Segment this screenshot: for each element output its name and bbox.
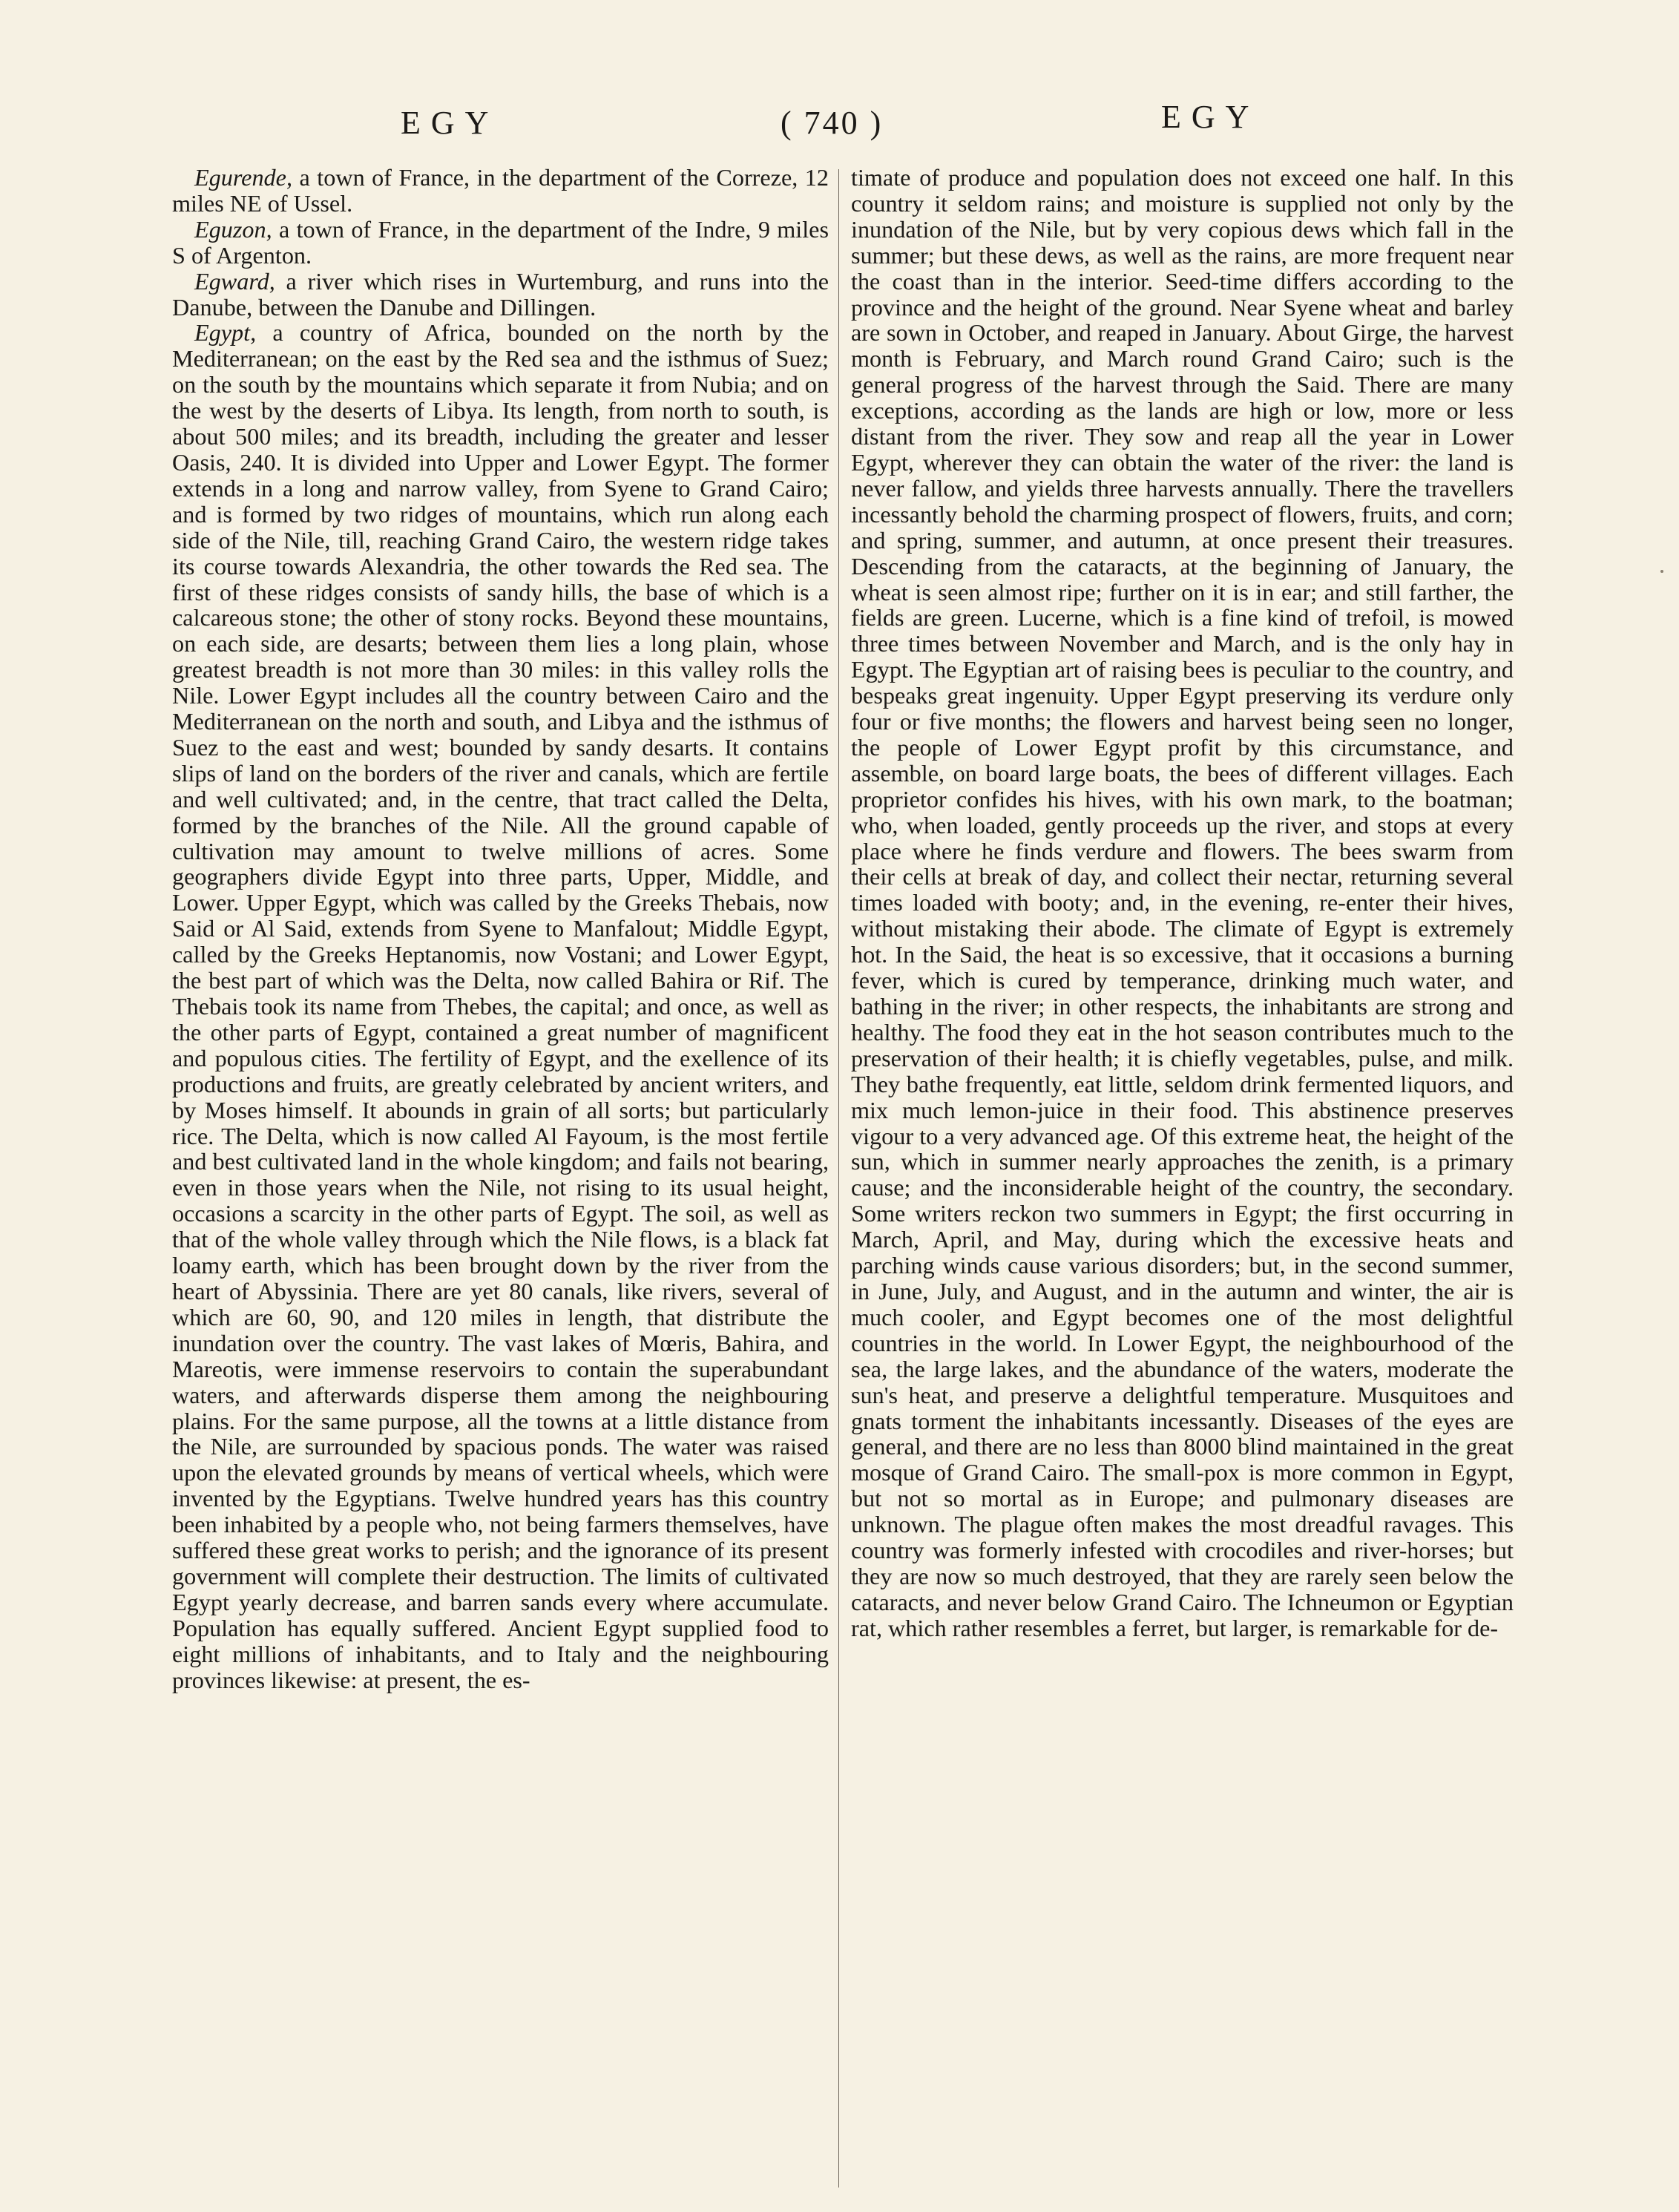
left-column [172,165,829,1693]
entry-text: timate of produce and population does not exceed one half. In this country it seldom rains; and moisture is supplied not only by the inundation of the Nile, but by very copious dews which fall in the summer; but these dews, as well as the rains, are more frequent near the coast than in the interior. Seed-time differs according to the province and the height of the ground. Near Syene wheat and barley are sown in October, and reaped in January. About Girge, the harvest month is February, and March round Grand Cairo; such is the general progress of the harvest through the Said. There are many exceptions, according as the lands are high or low, more or less distant from the river. They sow and reap all the year in Lower Egypt, wherever they can obtain the water of the river: the land is never fallow, and yields three harvests annually. There the travellers incessantly behold the charming prospect of flowers, fruits, and corn; and spring, summer, and autumn, at once present their treasures. Descending from the cataracts, at the beginning of January, the wheat is seen almost ripe; further on it is in ear; and still farther, the fields are green. Lucerne, which is a fine kind of trefoil, is mowed three times between November and March, and is the only hay in Egypt. The Egyptian art of raising bees is peculiar to the country, and bespeaks great ingenuity. Upper Egypt preserving its verdure only four or five months; the flowers and harvest being seen no longer, the people of Lower Egypt profit by this circumstance, and assemble, on board large boats, the bees of different villages. Each proprietor confides his hives, with his own mark, to the boatman; who, when loaded, gently proceeds up the river, and stops at every place where he finds verdure and flowers. The bees swarm from their cells at break of day, and collect their nectar, returning several times loaded with booty; and, in the evening, re-enter their hives, without mistaking their abode. The climate of Egypt is extremely hot. In the Said, the heat is so excessive, that it occasions a burning fever, which is cured by temperance, drinking much water, and bathing in the river; in other respects, the inhabitants are strong and healthy. The food they eat in the hot season contributes much to the preservation of their health; it is chiefly vegetables, pulse, and milk. They bathe frequently, eat little, seldom drink fermented liquors, and mix much lemon-juice in their food. This abstinence preserves vigour to a very advanced age. Of this extreme heat, the height of the sun, which in summer nearly approaches the zenith, is a primary cause; and the inconsiderable height of the country, the secondary. Some writers reckon two summers in Egypt; the first occurring in March, April, and May, during which the excessive heats and parching winds cause various disorders; but, in the second summer, in June, July, and August, and in the autumn and winter, the air is much cooler, and Egypt becomes one of the most delightful countries in the world. In Lower Egypt, the neighbourhood of the sea, the large lakes, and the abundance of the waters, moderate the sun's heat, and preserve a delightful temperature. Musquitoes and gnats torment the inhabitants incessantly. Diseases of the eyes are general, and there are no less than 8000 blind maintained in the great mosque of Grand Cairo. The small-pox is more common in Egypt, but not so mortal as in Europe; and pulmonary diseases are unknown. The plague often makes the most dreadful ravages. This country was formerly infested with crocodiles and river-horses; but they are now so much destroyed, that they are rarely seen below the cataracts, and never below Grand Cairo. The Ichneumon or Egyptian rat, which rather resembles a ferret, but larger, is remarkable for de- [851,164,1514,1641]
entry-egypt [172,320,829,1693]
entry-term: Eguzon, [194,215,272,243]
entry-egypt-continued [851,165,1514,1641]
entry-term: Egward, [194,267,275,295]
header-right-catchword: EGY [1161,99,1260,135]
entry-term: Egypt, [194,319,257,347]
entry-egurende [172,165,829,217]
column-divider [838,169,839,2188]
header-left-catchword: EGY [401,105,499,141]
entry-text: a town of France, in the department of the Indre, 9 miles S of Argenton. [172,215,829,269]
entry-term: Egurende, [194,164,292,191]
ink-speck [1660,570,1663,573]
right-column [851,165,1514,1641]
entry-egward [172,269,829,321]
entry-eguzon [172,217,829,269]
running-head [0,99,1679,156]
entry-text: a town of France, in the department of the Correze, 12 miles NE of Ussel. [172,164,829,217]
page-number: ( 740 ) [781,105,884,141]
entry-text: a river which rises in Wurtemburg, and runs into the Danube, between the Danube and Dillingen. [172,267,829,321]
entry-text: a country of Africa, bounded on the north by the Mediterranean; on the east by the Red sea and the isthmus of Suez; on the south by the mountains which separate it from Nubia; and on the west by the deserts of Libya. Its length, from north to south, is about 500 miles; and its breadth, including the greater and lesser Oasis, 240. It is divided into Upper and Lower Egypt. The former extends in a long and narrow valley, from Syene to Grand Cairo; and is formed by two ridges of mountains, which run along each side of the Nile, till, reaching Grand Cairo, the western ridge takes its course towards Alexandria, the other towards the Red sea. The first of these ridges consists of sandy hills, the base of which is a calcareous stone; the other of stony rocks. Beyond these mountains, on each side, are desarts; between them lies a long plain, whose greatest breadth is not more than 30 miles: in this valley rolls the Nile. Lower Egypt includes all the country between Cairo and the Mediterranean on the north and south, and Libya and the isthmus of Suez to the east and west; bounded by sandy desarts. It contains slips of land on the borders of the river and canals, which are fertile and well cultivated; and, in the centre, that tract called the Delta, formed by the branches of the Nile. All the ground capable of cultivation may amount to twelve millions of acres. Some geographers divide Egypt into three parts, Upper, Middle, and Lower. Upper Egypt, which was called by the Greeks Thebais, now Said or Al Said, extends from Syene to Manfalout; Middle Egypt, called by the Greeks Heptanomis, now Vostani; and Lower Egypt, the best part of which was the Delta, now called Bahira or Rif. The Thebais took its name from Thebes, the capital; and once, as well as the other parts of Egypt, contained a great number of magnificent and populous cities. The fertility of Egypt, and the exellence of its productions and fruits, are greatly celebrated by ancient writers, and by Moses himself. It abounds in grain of all sorts; but particularly rice. The Delta, which is now called Al Fayoum, is the most fertile and best cultivated land in the whole kingdom; and fails not bearing, even in those years when the Nile, not rising to its usual height, occasions a scarcity in the other parts of Egypt. The soil, as well as that of the whole valley through which the Nile flows, is a black fat loamy earth, which has been brought down by the river from the heart of Abyssinia. There are yet 80 canals, like rivers, several of which are 60, 90, and 120 miles in length, that distribute the inundation over the country. The vast lakes of Mœris, Bahira, and Mareotis, were immense reservoirs to contain the superabundant waters, and afterwards disperse them among the neighbouring plains. For the same purpose, all the towns at a little distance from the Nile, are surrounded by spacious ponds. The water was raised upon the elevated grounds by means of vertical wheels, which were invented by the Egyptians. Twelve hundred years has this country been inhabited by a people who, not being farmers themselves, have suffered these great works to perish; and the ignorance of its present government will complete their destruction. The limits of cultivated Egypt yearly decrease, and barren sands every where accumulate. Population has equally suffered. Ancient Egypt supplied food to eight millions of inhabitants, and to Italy and the neighbouring provinces likewise: at present, the es- [172,319,829,1693]
